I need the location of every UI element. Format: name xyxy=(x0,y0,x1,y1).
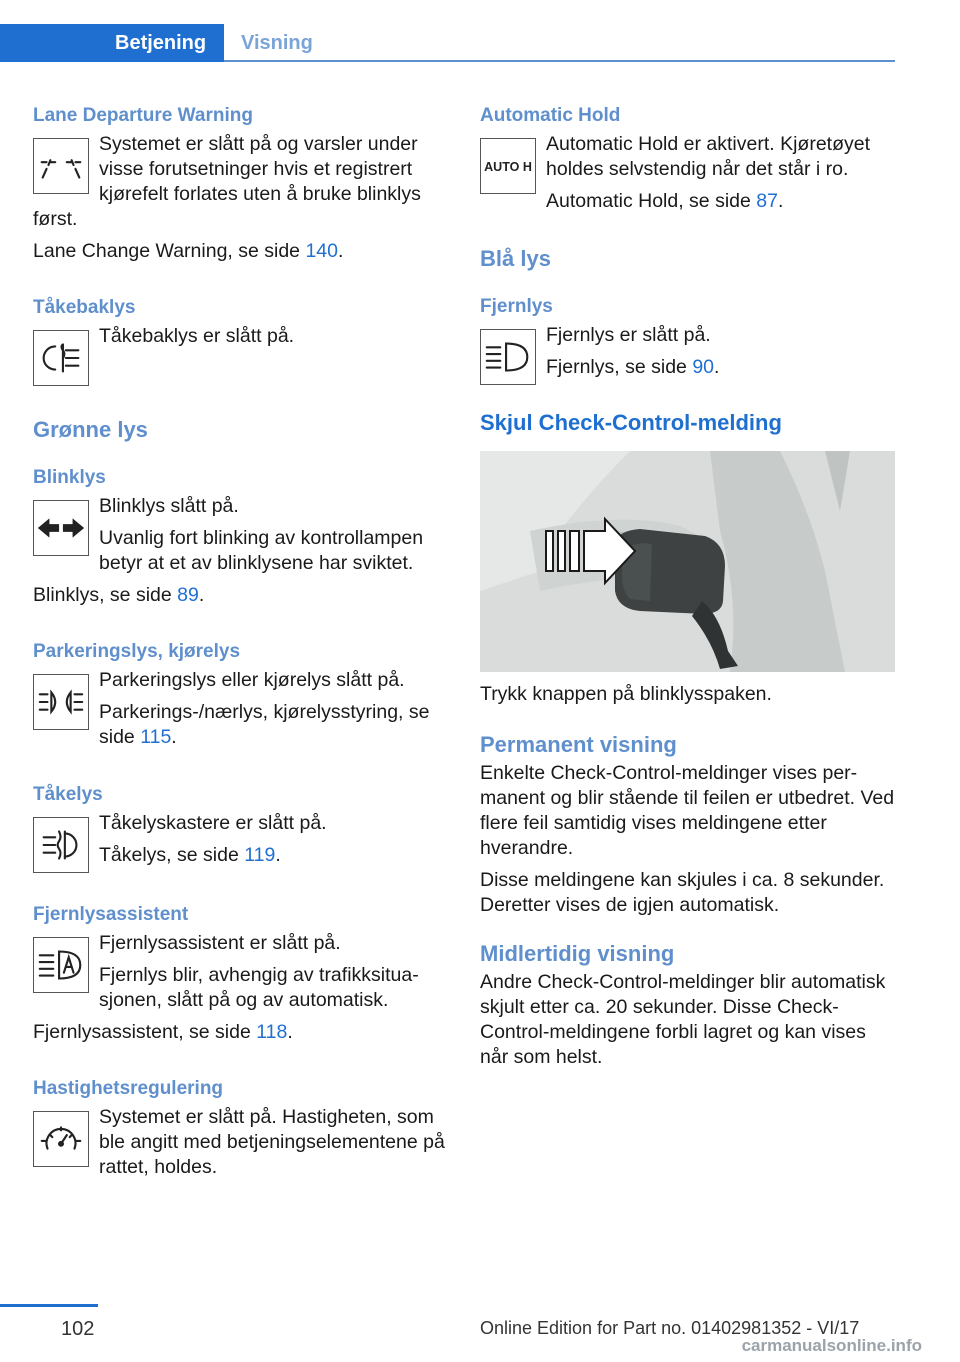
hide-caption: Trykk knappen på blinklysspaken. xyxy=(480,683,772,705)
auto-hold-icon-label: AUTO H xyxy=(484,159,532,174)
lane-departure-item xyxy=(33,132,445,239)
fog-front-text-1: Tåkelyskastere er slått på. xyxy=(99,812,327,834)
lane-change-ref: Lane Change Warning, se side 140. xyxy=(33,240,344,262)
permanent-text-2: Disse meldingene kan skjules i ca. 8 sekunder. Deretter vises de igjen automatisk. xyxy=(480,869,885,916)
lane-departure-icon xyxy=(33,138,89,194)
footer-rule xyxy=(0,1304,98,1307)
turn-signal-lever-illustration xyxy=(480,451,895,672)
heading-permanent-display: Permanent visning xyxy=(480,732,677,757)
heading-high-beam-assist: Fjernlysassistent xyxy=(33,904,189,925)
page-link-89[interactable]: 89 xyxy=(177,584,199,606)
rear-fog-light-icon xyxy=(33,330,89,386)
page-link-140[interactable]: 140 xyxy=(305,240,338,262)
high-beam-assist-text-2: Fjernlys blir, avhengig av trafikksituasjonen, slått på og av automatisk. xyxy=(99,964,419,1011)
parking-item xyxy=(33,668,445,757)
lane-departure-text: Systemet er slått på og varsler under visse forutsetninger hvis et registrert kjørefelt forlates uten å bruke blinklys først. xyxy=(33,133,421,230)
auto-hold-ref: Automatic Hold, se side 87. xyxy=(546,190,784,212)
heading-temporary-display: Midlertidig visning xyxy=(480,941,675,966)
fog-front-ref: Tåkelys, se side 119. xyxy=(99,844,281,866)
page-link-90[interactable]: 90 xyxy=(692,356,715,378)
parking-text-1: Parkeringslys eller kjørelys slått på. xyxy=(99,669,405,691)
turn-signal-text-2: Uvanlig fort blinking av kontrollampen betyr at et av blinklysene har sviktet. xyxy=(99,527,424,574)
high-beam-text-1: Fjernlys er slått på. xyxy=(546,324,711,346)
page-link-118[interactable]: 118 xyxy=(256,1021,288,1043)
cruise-control-text: Systemet er slått på. Hastigheten, som ble angitt med betjeningselementene på rattet, holdes. xyxy=(99,1106,445,1178)
fog-rear-text: Tåkebaklys er slått på. xyxy=(99,325,295,347)
high-beam-assist-ref: Fjernlysassistent, se side 118. xyxy=(33,1021,293,1043)
high-beam-assist-item xyxy=(33,931,445,1020)
high-beam-assist-icon xyxy=(33,937,89,993)
turn-signal-ref: Blinklys, se side 89. xyxy=(33,584,205,606)
heading-auto-hold: Automatic Hold xyxy=(480,105,621,126)
high-beam-ref: Fjernlys, se side 90. xyxy=(546,356,720,378)
fog-front-item xyxy=(33,811,445,877)
parking-ref: Parkerings-/nærlys, kjørelysstyring, se side 115. xyxy=(99,701,430,748)
tab-visning[interactable]: Visning xyxy=(241,32,313,54)
high-beam-icon xyxy=(480,329,536,385)
section-tabbar xyxy=(0,24,895,62)
tab-betjening[interactable]: Betjening xyxy=(0,24,224,62)
page-link-119[interactable]: 119 xyxy=(244,844,276,866)
fog-rear-item xyxy=(33,324,445,390)
auto-hold-text-1: Automatic Hold er aktivert. Kjøretøyet holdes selvstendig når det står i ro. xyxy=(546,133,871,180)
heading-turn-signal: Blinklys xyxy=(33,467,106,488)
heading-fog-rear: Tåkebaklys xyxy=(33,297,136,318)
high-beam-item xyxy=(480,323,895,389)
page-link-87[interactable]: 87 xyxy=(756,190,778,212)
watermark: carmanualsonline.info xyxy=(741,1336,922,1355)
heading-hide-check-control: Skjul Check-Control-melding xyxy=(480,410,782,435)
edition-text: Online Edition for Part no. 01402981352 - VI/17 xyxy=(480,1318,860,1338)
high-beam-assist-text-1: Fjernlysassistent er slått på. xyxy=(99,932,341,954)
heading-lane-departure: Lane Departure Warning xyxy=(33,105,253,126)
left-column xyxy=(33,100,445,1187)
heading-fog-front: Tåkelys xyxy=(33,784,103,805)
turn-signal-item xyxy=(33,494,445,583)
cruise-control-icon xyxy=(33,1111,89,1167)
cruise-control-item xyxy=(33,1105,445,1187)
heading-blue-lights: Blå lys xyxy=(480,246,551,271)
turn-signal-text-1: Blinklys slått på. xyxy=(99,495,239,517)
right-column xyxy=(480,100,895,1070)
page-number: 102 xyxy=(61,1318,95,1340)
heading-high-beam: Fjernlys xyxy=(480,296,553,317)
temporary-text-1: Andre Check-Control-meldinger blir automatisk skjult etter ca. 20 sekunder. Disse Check-Control-meldingene forbli lagret og kan vises når som helst. xyxy=(480,971,886,1068)
heading-parking: Parkeringslys, kjørelys xyxy=(33,641,241,662)
auto-hold-item xyxy=(480,132,895,221)
heading-green-lights: Grønne lys xyxy=(33,417,148,442)
auto-hold-icon xyxy=(480,138,536,194)
heading-cruise-control: Hastighetsregulering xyxy=(33,1078,224,1099)
turn-signal-icon xyxy=(33,500,89,556)
front-fog-light-icon xyxy=(33,817,89,873)
permanent-text-1: Enkelte Check-Control-meldinger vises permanent og blir stående til feilen er utbedret. Ved flere feil samtidig vises meldingene etter hverandre. xyxy=(480,762,895,859)
parking-light-icon xyxy=(33,674,89,730)
page-link-115[interactable]: 115 xyxy=(140,726,172,748)
